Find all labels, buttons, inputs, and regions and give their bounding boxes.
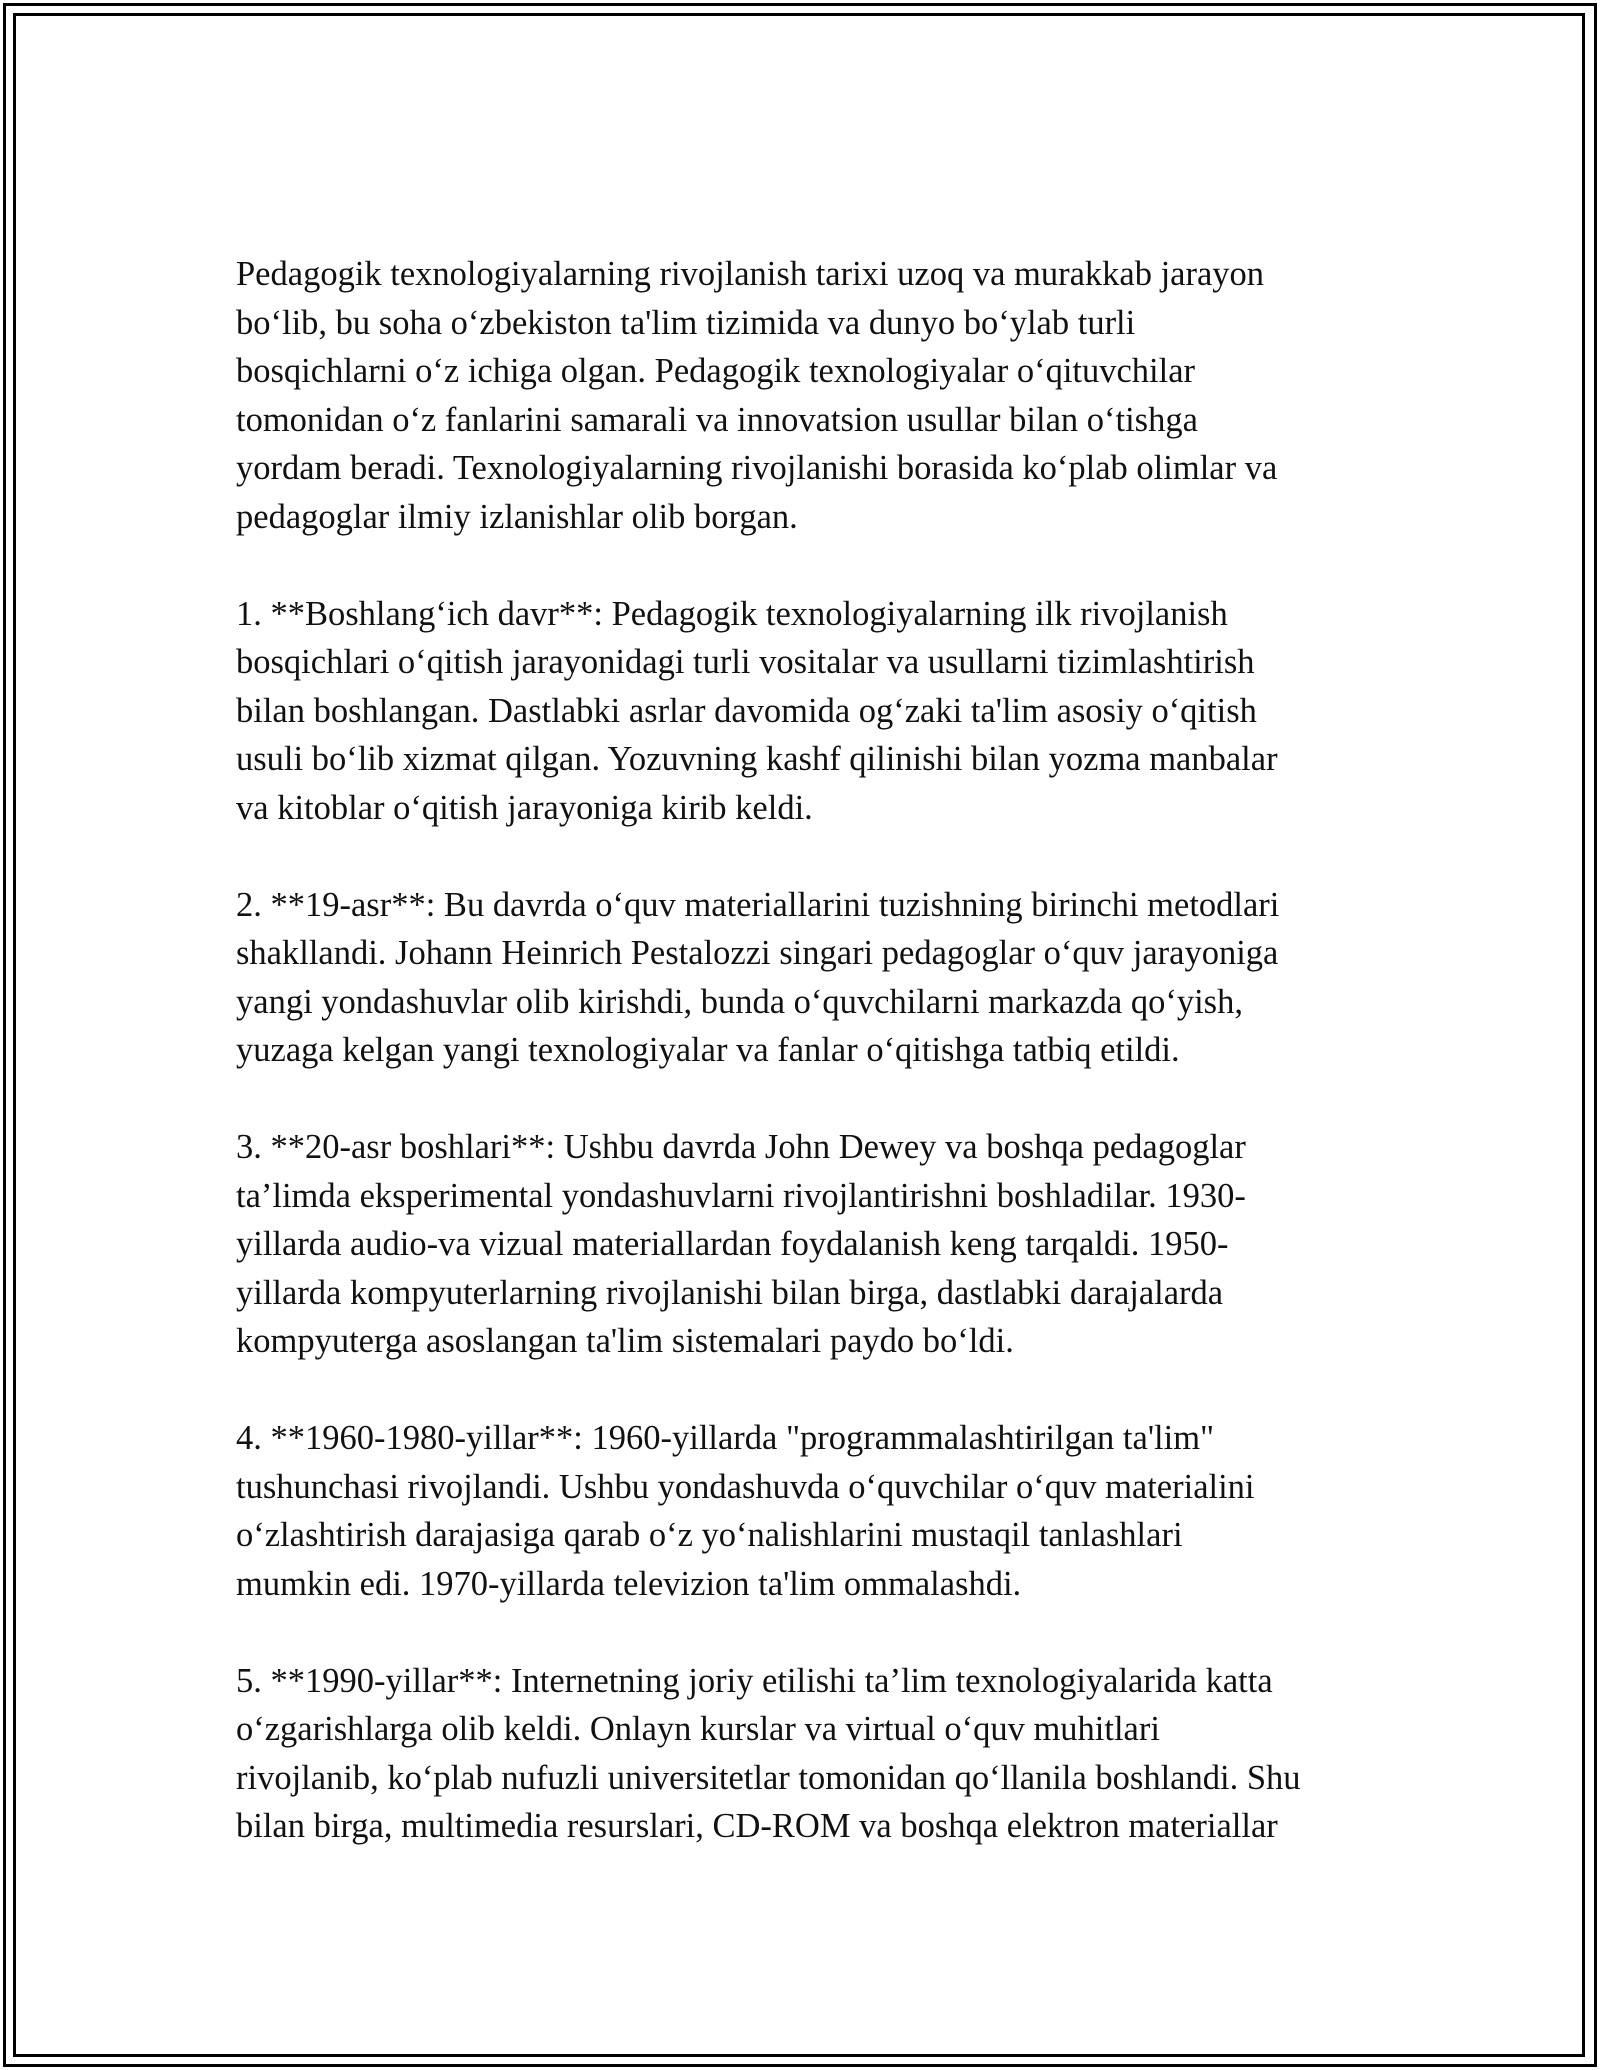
- text-line: o‘zlashtirish darajasiga qarab o‘z yo‘nalishlarini mustaqil tanlashlari: [236, 1516, 1183, 1554]
- text-line: ta’limda eksperimental yondashuvlarni rivojlantirishni boshladilar. 1930-: [236, 1176, 1246, 1215]
- text-line: tushunchasi rivojlandi. Ushbu yondashuvda o‘quvchilar o‘quv materialini: [236, 1467, 1255, 1506]
- text-line: yangi yondashuvlar olib kirishdi, bunda o‘quvchilarni markazda qo‘yish,: [236, 982, 1243, 1021]
- intro-paragraph: [236, 250, 1386, 541]
- document-body: [236, 250, 1386, 1899]
- text-line: bo‘lib, bu soha o‘zbekiston ta'lim tizimida va dunyo bo‘ylab turli: [236, 303, 1136, 342]
- text-line: bilan birga, multimedia resurslari, CD-ROM va boshqa elektron materiallar: [236, 1807, 1278, 1845]
- section-19th-century: [236, 881, 1386, 1075]
- text-line: bosqichlari o‘qitish jarayonidagi turli vositalar va usullarni tizimlashtirish: [236, 643, 1255, 681]
- text-line: yillarda kompyuterlarning rivojlanishi bilan birga, dastlabki darajalarda: [236, 1273, 1224, 1312]
- text-line: o‘zgarishlarga olib keldi. Onlayn kurslar va virtual o‘quv muhitlari: [236, 1710, 1160, 1748]
- text-line: kompyuterga asoslangan ta'lim sistemalari paydo bo‘ldi.: [236, 1322, 1014, 1360]
- text-line: yordam beradi. Texnologiyalarning rivojlanishi borasida ko‘plab olimlar va: [236, 449, 1278, 487]
- text-line: Pedagogik texnologiyalarning rivojlanish tarixi uzoq va murakkab jarayon: [236, 255, 1265, 293]
- section-early-20th-century: [236, 1123, 1386, 1366]
- text-line: pedagoglar ilmiy izlanishlar olib borgan.: [236, 497, 798, 536]
- text-line: tomonidan o‘z fanlarini samarali va innovatsion usullar bilan o‘tishga: [236, 400, 1198, 439]
- text-line: 5. **1990-yillar**: Internetning joriy etilishi ta’lim texnologiyalarida katta: [236, 1661, 1273, 1700]
- section-1990s: [236, 1657, 1386, 1851]
- text-line: yillarda audio-va vizual materiallardan foydalanish keng tarqaldi. 1950-: [236, 1225, 1229, 1263]
- text-line: usuli bo‘lib xizmat qilgan. Yozuvning kashf qilinishi bilan yozma manbalar: [236, 740, 1278, 778]
- text-line: rivojlanib, ko‘plab nufuzli universitetlar tomonidan qo‘llanila boshlandi. Shu: [236, 1758, 1301, 1797]
- text-line: 2. **19-asr**: Bu davrda o‘quv materiallarini tuzishning birinchi metodlari: [236, 885, 1280, 924]
- section-initial-period: [236, 590, 1386, 833]
- text-line: bosqichlarni o‘z ichiga olgan. Pedagogik texnologiyalar o‘qituvchilar: [236, 352, 1196, 390]
- text-line: mumkin edi. 1970-yillarda televizion ta'lim ommalashdi.: [236, 1564, 1022, 1603]
- text-line: shakllandi. Johann Heinrich Pestalozzi singari pedagoglar o‘quv jarayoniga: [236, 934, 1279, 972]
- section-1960-1980: [236, 1414, 1386, 1608]
- text-line: 1. **Boshlang‘ich davr**: Pedagogik texnologiyalarning ilk rivojlanish: [236, 594, 1228, 633]
- text-line: 3. **20-asr boshlari**: Ushbu davrda John Dewey va boshqa pedagoglar: [236, 1128, 1246, 1166]
- text-line: 4. **1960-1980-yillar**: 1960-yillarda "programmalashtirilgan ta'lim": [236, 1419, 1215, 1457]
- text-line: yuzaga kelgan yangi texnologiyalar va fanlar o‘qitishga tatbiq etildi.: [236, 1031, 1180, 1069]
- text-line: bilan boshlangan. Dastlabki asrlar davomida og‘zaki ta'lim asosiy o‘qitish: [236, 691, 1257, 730]
- text-line: va kitoblar o‘qitish jarayoniga kirib keldi.: [236, 788, 813, 827]
